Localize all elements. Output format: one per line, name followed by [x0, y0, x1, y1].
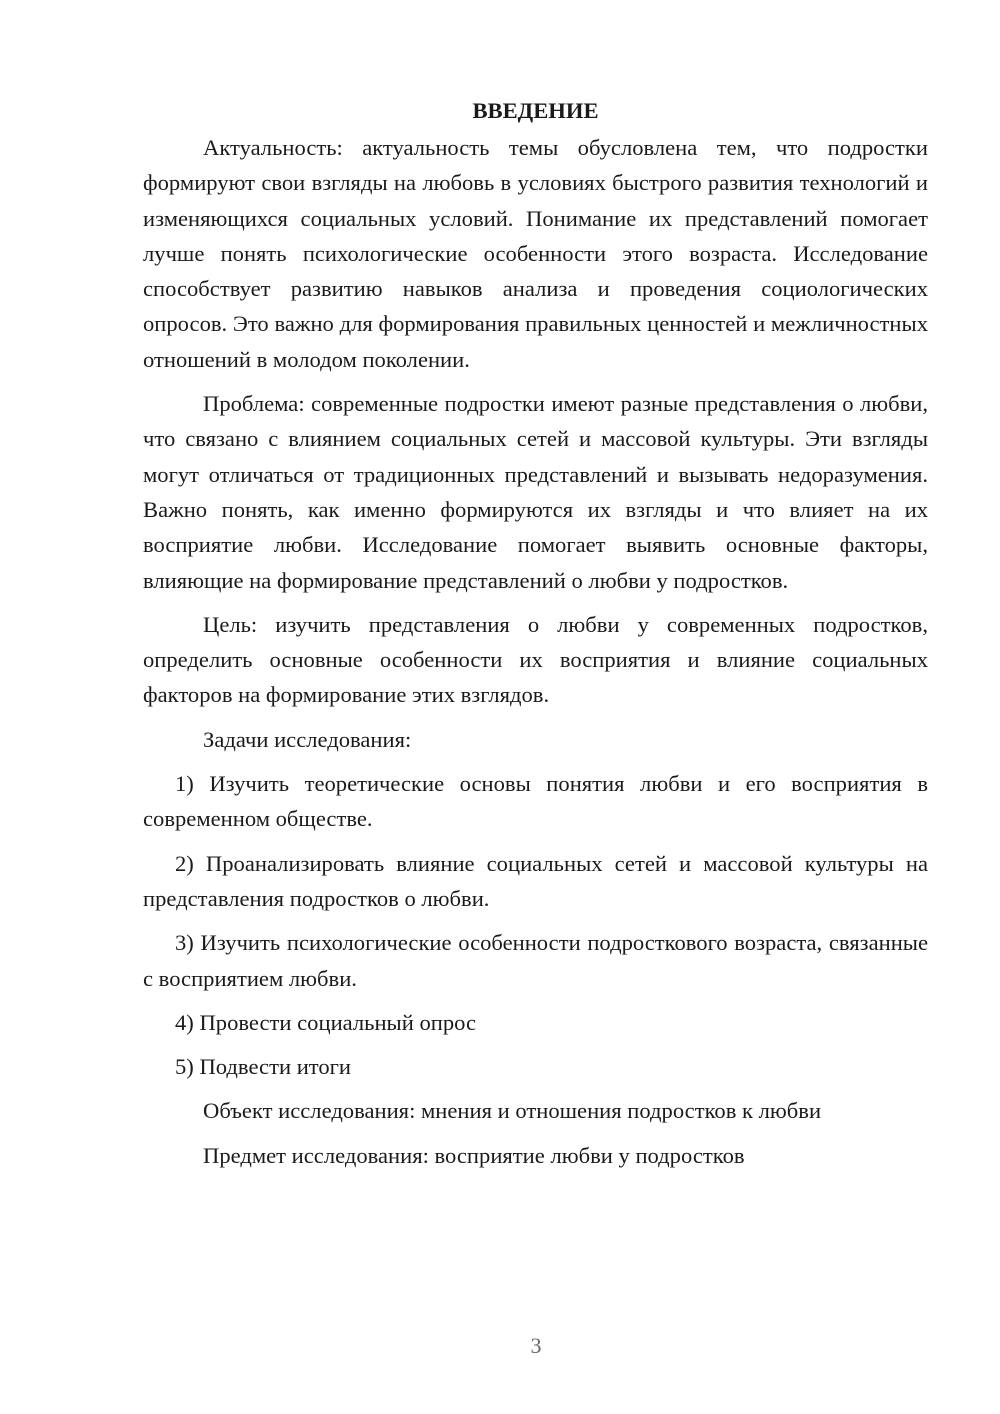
- goal-paragraph: Цель: изучить представления о любви у современных подростков, определить основные особенности их восприятия и влияние социальных факторов на формирование этих взглядов.: [143, 611, 928, 708]
- problem-paragraph: Проблема: современные подростки имеют разные представления о любви, что связано с влиянием социальных сетей и массовой культуры. Эти взгляды могут отличаться от традиционных представлений и вызывать недоразумения. Важно понять, как именно формируются их взгляды и что влияет на их восприятие любви. Исследование помогает выявить основные факторы, влияющие на формирование представлений о любви у подростков.: [143, 391, 928, 593]
- task-item-4: 4) Провести социальный опрос: [175, 1009, 477, 1035]
- tasks-heading: Задачи исследования:: [203, 726, 412, 752]
- page-number: 3: [530, 1333, 542, 1358]
- task-item-1: 1) Изучить теоретические основы понятия любви и его восприятия в современном обществе.: [143, 771, 928, 832]
- relevance-paragraph: Актуальность: актуальность темы обусловлена тем, что подростки формируют свои взгляды на любовь в условиях быстрого развития технологий и изменяющихся социальных условий. Понимание их представлений помогает лучше понять психологические особенности этого возраста. Исследование способствует развитию навыков анализа и проведения социологических опросов. Это важно для формирования правильных ценностей и межличностных отношений в молодом поколении.: [143, 135, 928, 372]
- task-item-3: 3) Изучить психологические особенности подросткового возраста, связанные с восприятием любви.: [143, 930, 928, 991]
- task-item-5: 5) Подвести итоги: [175, 1054, 352, 1080]
- page-content: [143, 93, 928, 1182]
- page-title: ВВЕДЕНИЕ: [472, 98, 599, 123]
- research-subject: Предмет исследования: восприятие любви у подростков: [203, 1142, 745, 1168]
- research-object: Объект исследования: мнения и отношения подростков к любви: [203, 1098, 822, 1124]
- task-item-2: 2) Проанализировать влияние социальных сетей и массовой культуры на представления подростков о любви.: [143, 850, 928, 911]
